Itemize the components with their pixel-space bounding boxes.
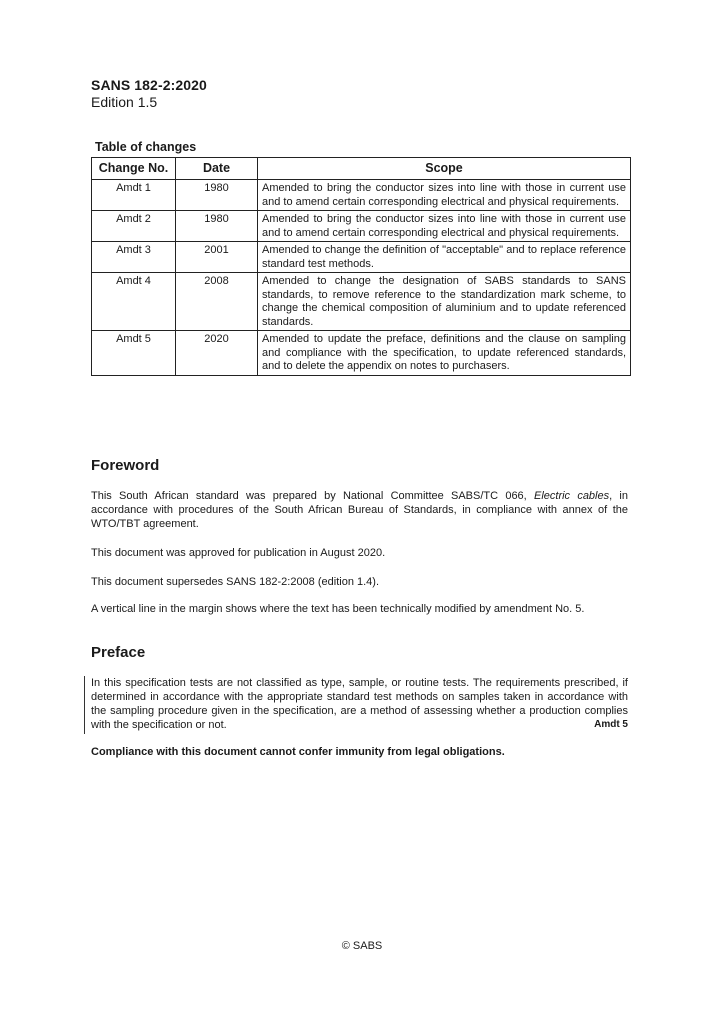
column-header-date: Date [176,158,258,180]
edition-label: Edition 1.5 [91,94,158,110]
foreword-text-start: This South African standard was prepared by National Committee SABS/TC 066, [91,490,534,502]
column-header-change-no: Change No. [92,158,176,180]
scope-cell: Amended to change the designation of SABS standards to SANS standards, to remove reference to the standardization mark scheme, to change the chemical composition of aluminium and to update referenced standards. [258,273,631,331]
table-row [92,211,631,242]
date-cell: 2001 [176,242,258,273]
changes-table [91,157,631,376]
table-row [92,331,631,376]
amendment-tag: Amdt 5 [594,719,628,730]
amendment-margin-line [84,676,85,734]
foreword-paragraph-2: This document was approved for publication in August 2020. [91,547,386,559]
date-cell: 1980 [176,180,258,211]
foreword-heading: Foreword [91,457,160,474]
copyright-footer: © SABS [341,940,383,952]
change-no-cell: Amdt 1 [92,180,176,211]
foreword-paragraph-1 [91,489,628,531]
change-no-cell: Amdt 5 [92,331,176,376]
table-row [92,180,631,211]
table-of-changes-title: Table of changes [95,140,197,154]
scope-cell: Amended to update the preface, definitions and the clause on sampling and compliance with the specification, to update referenced standards, and to delete the appendix on notes to purchasers. [258,331,631,376]
preface-paragraph [91,676,628,732]
table-row [92,242,631,273]
committee-name: Electric cables [534,490,610,502]
change-no-cell: Amdt 4 [92,273,176,331]
change-no-cell: Amdt 3 [92,242,176,273]
date-cell: 2008 [176,273,258,331]
table-row [92,273,631,331]
foreword-text-end: , in accordance with procedures of the South African Bureau of Standards, in compliance with annex of the WTO/TBT agreement. [91,490,628,530]
change-no-cell: Amdt 2 [92,211,176,242]
table-header-row [92,158,631,180]
scope-cell: Amended to bring the conductor sizes into line with those in current use and to amend certain corresponding electrical and physical requirements. [258,211,631,242]
column-header-scope: Scope [258,158,631,180]
document-id: SANS 182-2:2020 [91,77,207,93]
date-cell: 2020 [176,331,258,376]
preface-heading: Preface [91,644,146,661]
legal-notice: Compliance with this document cannot confer immunity from legal obligations. [91,746,505,758]
scope-cell: Amended to bring the conductor sizes into line with those in current use and to amend certain corresponding electrical and physical requirements. [258,180,631,211]
scope-cell: Amended to change the definition of "acceptable" and to replace reference standard test methods. [258,242,631,273]
foreword-paragraph-3: This document supersedes SANS 182-2:2008 (edition 1.4). [91,576,379,588]
preface-text: In this specification tests are not classified as type, sample, or routine tests. The requirements prescribed, if determined in accordance with the appropriate standard test methods on samples taken in accordance with the sampling procedure given in the specification, are a method of assessing whether a production complies with the specification or not. [91,677,628,731]
date-cell: 1980 [176,211,258,242]
foreword-paragraph-4: A vertical line in the margin shows where the text has been technically modified by amendment No. 5. [91,603,585,615]
